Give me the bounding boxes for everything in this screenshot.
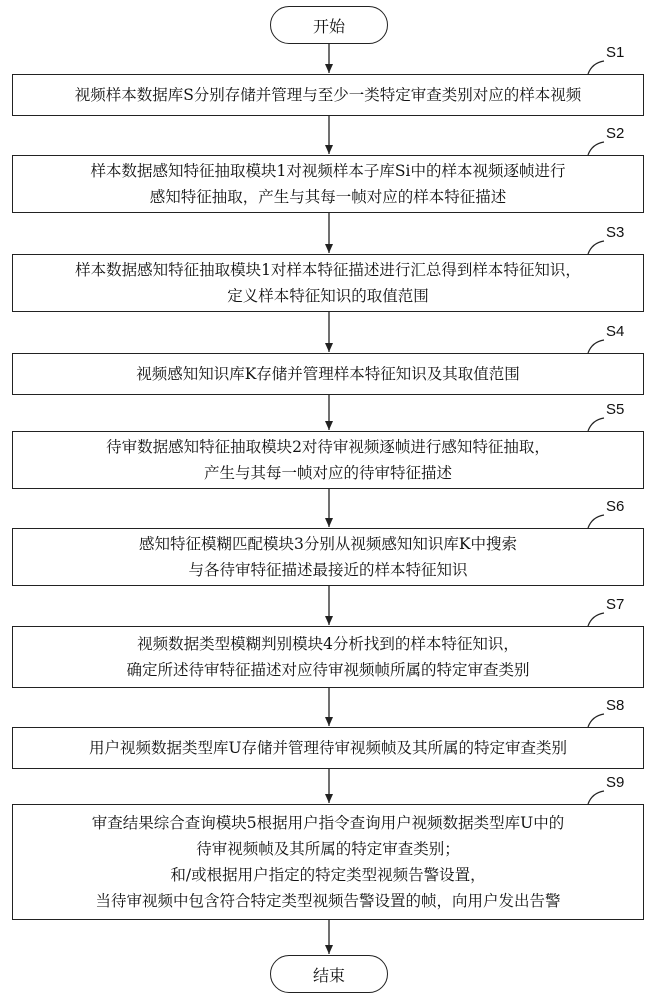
step-label-s4: S4 — [606, 323, 625, 340]
step-text-line: 视频数据类型模糊判别模块4分析找到的样本特征知识， — [137, 635, 519, 653]
step-text-line: 感知特征模糊匹配模块3分别从视频感知知识库K中搜索 — [139, 535, 517, 553]
step-text-line: 视频样本数据库S分别存储并管理与至少一类特定审查类别对应的样本视频 — [74, 86, 582, 104]
step-label-s1: S1 — [606, 44, 625, 61]
step-label-s6: S6 — [606, 498, 625, 515]
end-label: 结束 — [312, 965, 345, 985]
step-label-leader — [588, 418, 604, 431]
step-text-line: 视频感知知识库K存储并管理样本特征知识及其取值范围 — [136, 365, 520, 383]
step-box-s4 — [12, 353, 644, 395]
step-label-s2: S2 — [606, 125, 625, 142]
step-box-s7 — [12, 626, 644, 688]
step-text-line: 和/或根据用户指定的特定类型视频告警设置， — [170, 866, 486, 884]
step-label-s9: S9 — [606, 774, 625, 791]
step-label-leader — [588, 61, 604, 74]
step-label-leader — [588, 613, 604, 626]
step-label-leader — [588, 241, 604, 254]
step-text-line: 感知特征抽取，产生与其每一帧对应的样本特征描述 — [149, 188, 507, 206]
step-box-s6 — [12, 528, 644, 586]
step-label-leader — [588, 515, 604, 528]
step-text-line: 与各待审特征描述最接近的样本特征知识 — [188, 561, 468, 579]
step-text-line: 样本数据感知特征抽取模块1对样本特征描述进行汇总得到样本特征知识， — [75, 261, 581, 279]
step-label-s8: S8 — [606, 697, 625, 714]
start-terminal — [270, 6, 388, 44]
step-label-s3: S3 — [606, 224, 625, 241]
step-label-leader — [588, 340, 604, 353]
step-text-line: 确定所述待审特征描述对应待审视频帧所属的特定审查类别 — [126, 661, 530, 679]
step-text-line: 用户视频数据类型库U存储并管理待审视频帧及其所属的特定审查类别 — [88, 739, 568, 757]
step-box-s3 — [12, 254, 644, 312]
step-label-leader — [588, 142, 604, 155]
step-text-line: 定义样本特征知识的取值范围 — [227, 287, 429, 305]
start-label: 开始 — [312, 16, 345, 36]
step-text-line: 待审视频帧及其所属的特定审查类别； — [196, 840, 460, 858]
step-text-line: 审查结果综合查询模块5根据用户指令查询用户视频数据类型库U中的 — [91, 814, 565, 832]
step-box-s9 — [12, 804, 644, 920]
step-text-line: 当待审视频中包含符合特定类型视频告警设置的帧，向用户发出告警 — [95, 892, 561, 910]
step-box-s8 — [12, 727, 644, 769]
step-text-line: 产生与其每一帧对应的待审特征描述 — [203, 464, 452, 482]
step-box-s2 — [12, 155, 644, 213]
step-label-s7: S7 — [606, 596, 625, 613]
step-box-s5 — [12, 431, 644, 489]
step-label-leader — [588, 791, 604, 804]
step-box-s1 — [12, 74, 644, 116]
step-label-s5: S5 — [606, 401, 625, 418]
step-text-line: 待审数据感知特征抽取模块2对待审视频逐帧进行感知特征抽取， — [106, 438, 550, 456]
end-terminal — [270, 955, 388, 993]
step-text-line: 样本数据感知特征抽取模块1对视频样本子库Si中的样本视频逐帧进行 — [90, 162, 566, 180]
step-label-leader — [588, 714, 604, 727]
